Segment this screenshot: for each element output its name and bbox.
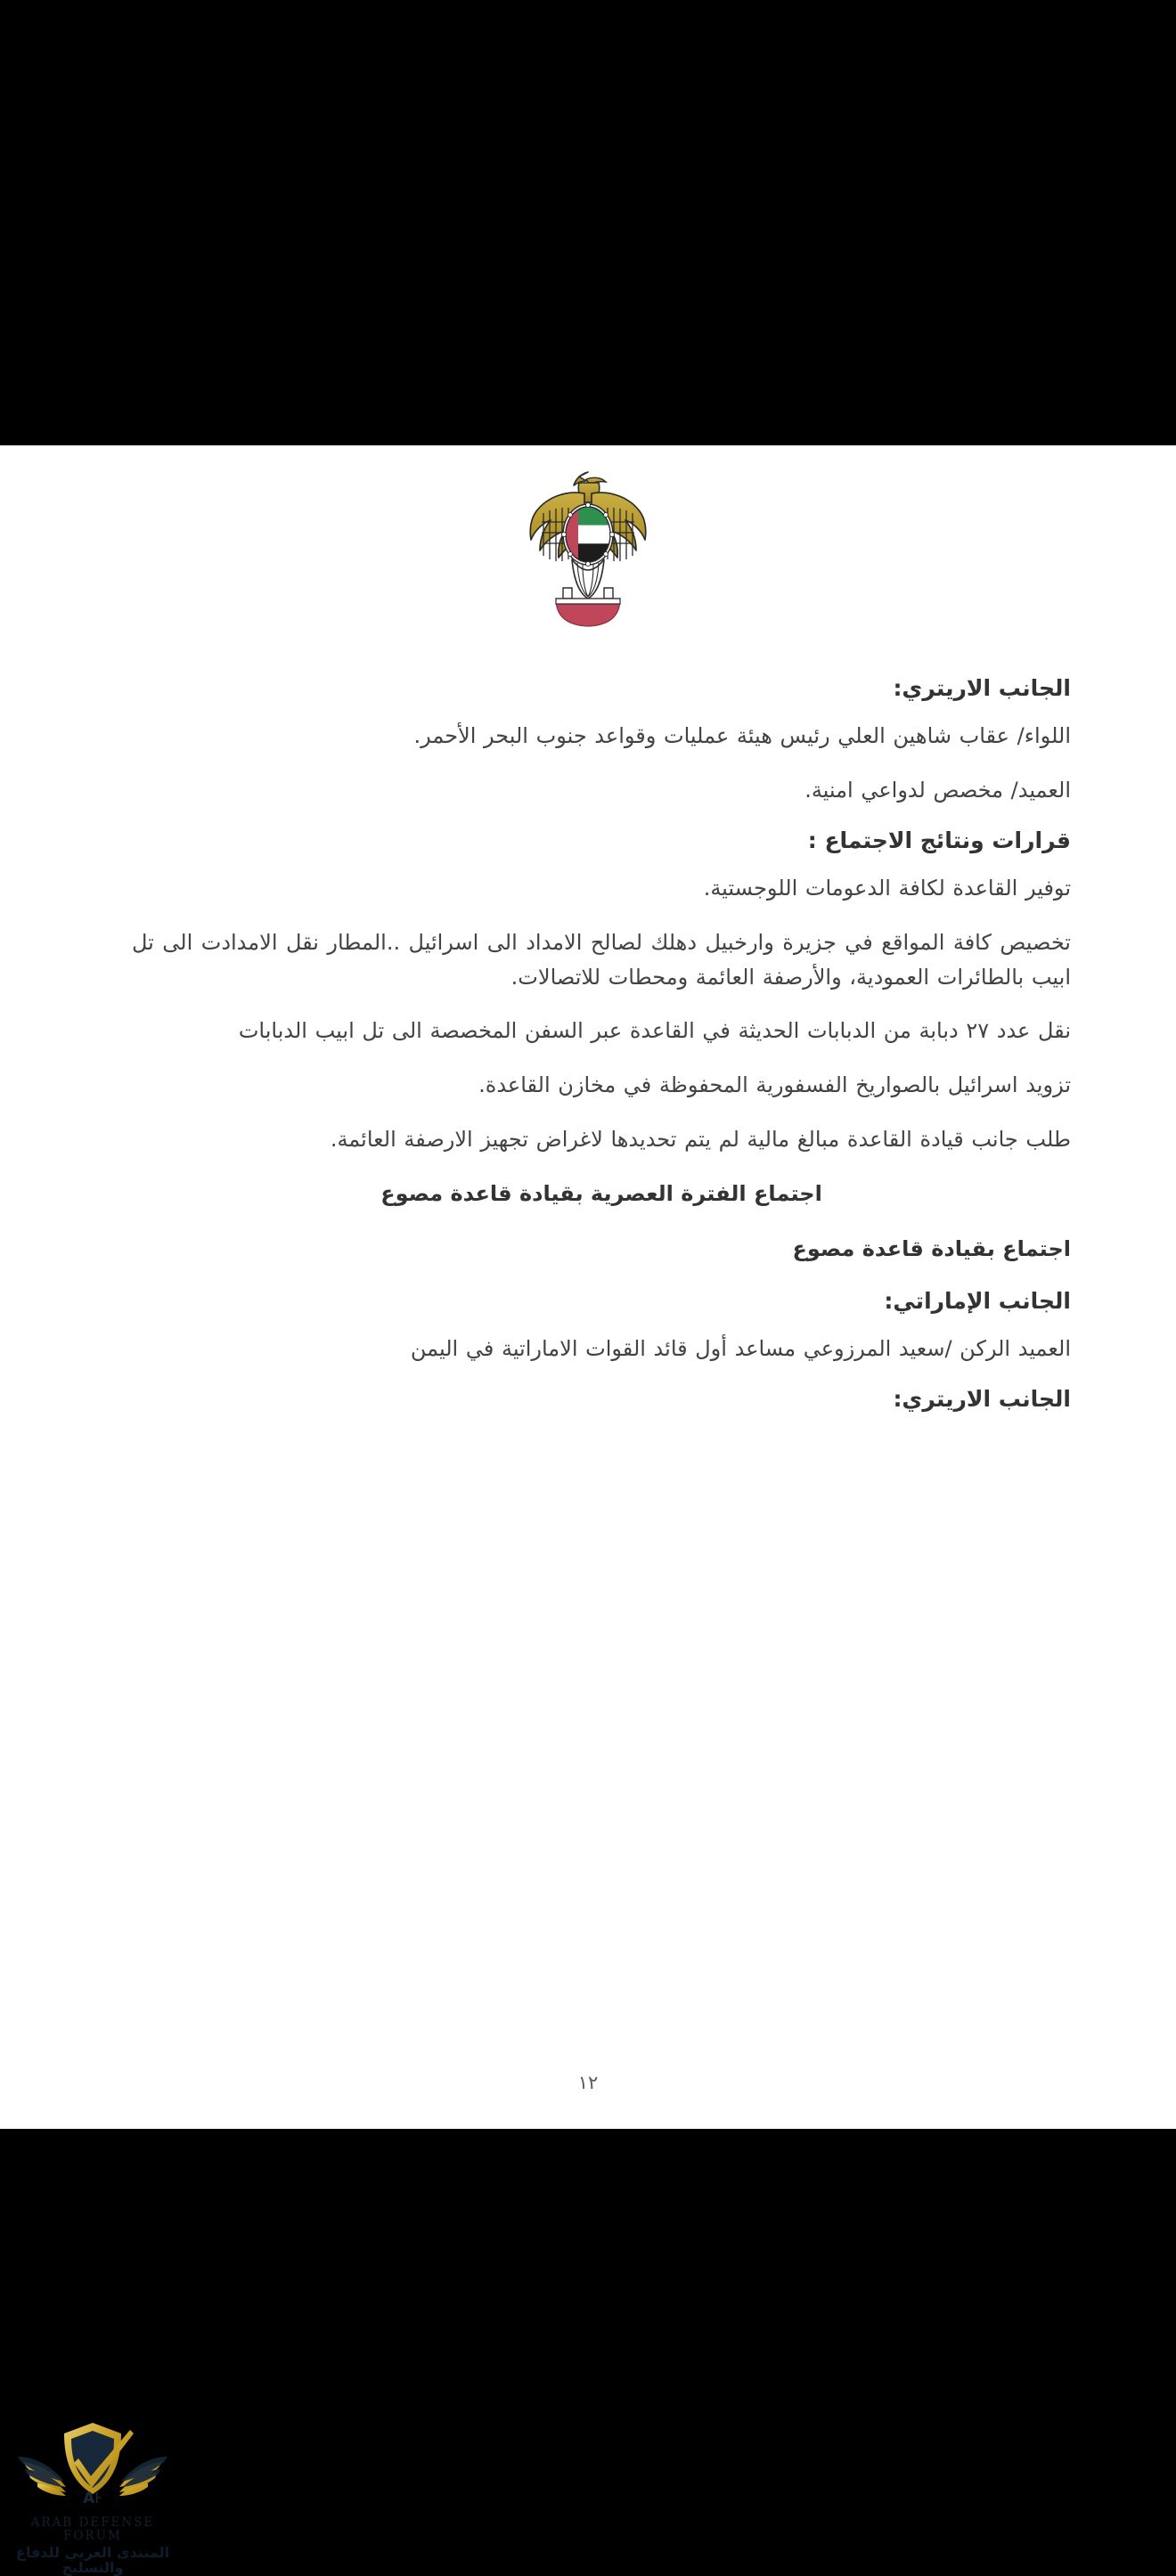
paragraph-eritrean-officer-brigadier: العميد/ مخصص لدواعي امنية. <box>804 777 1071 803</box>
paragraph-emirati-officer-brigadier: العميد الركن /سعيد المرزوعي مساعد أول قائد القوات الاماراتية في اليمن <box>410 1335 1071 1361</box>
paragraph-decision-tank-transfer: نقل عدد ٢٧ دبابة من الدبابات الحديثة في القاعدة عبر السفن المخصصة الى تل ابيب الدبابات <box>238 1018 1071 1044</box>
adf-monogram: ꜔A <box>83 2490 102 2507</box>
arab-defense-forum-watermark <box>12 2416 173 2576</box>
document-text-body <box>0 675 1176 1430</box>
shield-laurel-icon <box>12 2416 173 2515</box>
uae-coat-of-arms-emblem <box>0 463 1176 641</box>
paragraph-eritrean-officer-major-general: اللواء/ عقاب شاهين العلي رئيس هيئة عمليات وقواعد جنوب البحر الأحمر. <box>413 723 1071 748</box>
heading-meeting-title-primary: اجتماع الفترة العصرية بقيادة قاعدة مصوع <box>380 1181 822 1206</box>
section-heading-emirati-side: الجانب الإماراتي: <box>884 1287 1071 1314</box>
watermark-arabic-label: المنتدى العربي للدفاع والتسليح <box>15 2543 170 2576</box>
paragraph-decision-phosphorus-missiles: تزويد اسرائيل بالصواريخ الفسفورية المحفوظة في مخازن القاعدة. <box>478 1072 1071 1098</box>
paragraph-decision-site-allocation: تخصيص كافة المواقع في جزيرة وارخبيل دهلك لصالح الامداد الى اسرائيل ..المطار نقل الامدادت الى تل ابيب بالطائرات العمودية، والأرصفة العائمة ومحطات للاتصالات. <box>132 929 1071 990</box>
section-heading-eritrean-side: الجانب الاريتري: <box>893 675 1071 701</box>
paragraph-decision-funding-request: طلب جانب قيادة القاعدة مبالغ مالية لم يتم تحديدها لاغراض تجهيز الارصفة العائمة. <box>330 1127 1071 1153</box>
heading-meeting-title-secondary: اجتماع بقيادة قاعدة مصوع <box>792 1236 1071 1262</box>
page-number: ١٢ <box>577 2072 599 2093</box>
section-heading-eritrean-side-second: الجانب الاريتري: <box>893 1385 1071 1412</box>
paragraph-decision-logistics-support: توفير القاعدة لكافة الدعومات اللوجستية. <box>703 875 1071 901</box>
scanned-page-sheet <box>0 445 1176 2129</box>
section-heading-meeting-decisions: قرارات ونتائج الاجتماع : <box>807 827 1071 853</box>
watermark-english-label: ARAB DEFENSE FORUM <box>30 2515 155 2543</box>
